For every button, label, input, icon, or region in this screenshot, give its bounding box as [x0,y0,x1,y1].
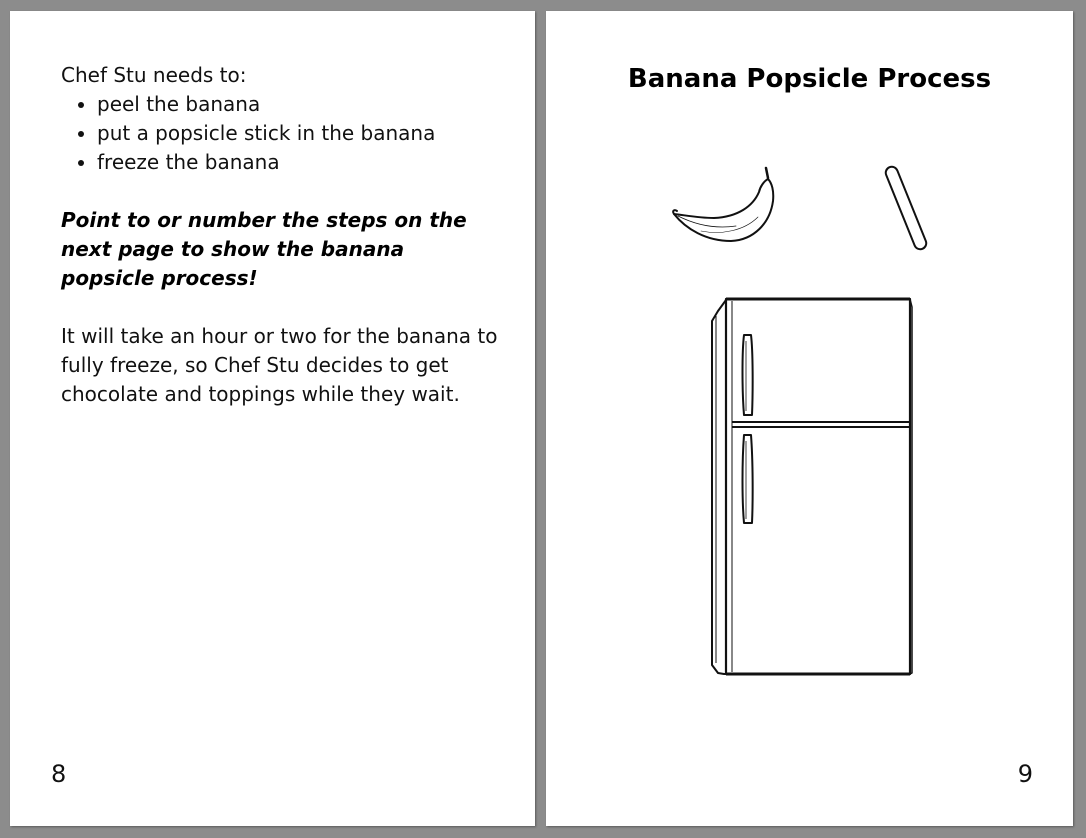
banana-icon [673,168,773,241]
instruction-text: Point to or number the steps on the next page to show the banana popsicle process! [61,208,467,290]
refrigerator-icon [712,299,912,674]
illustration-canvas [546,11,1073,826]
list-item: • freeze the banana [97,148,501,177]
body-paragraph: It will take an hour or two for the banana to fully freeze, so Chef Stu decides to get chocolate and toppings while they wait. [61,324,498,406]
right-page [546,11,1073,826]
steps-list [61,90,501,177]
list-item: • put a popsicle stick in the banana [97,119,501,148]
page-number: 8 [51,760,67,788]
left-page [10,11,535,826]
popsicle-stick-icon [884,165,928,251]
page-title: Banana Popsicle Process [627,64,992,94]
list-item: • peel the banana [97,90,501,119]
intro-text: Chef Stu needs to: [61,63,247,87]
page-number: 9 [1017,760,1033,788]
left-page-content [61,61,501,409]
